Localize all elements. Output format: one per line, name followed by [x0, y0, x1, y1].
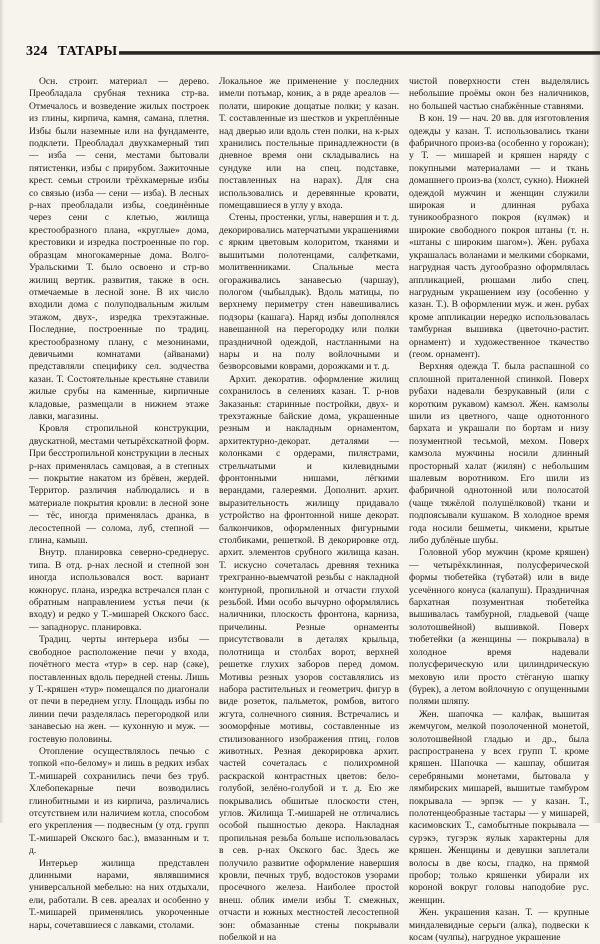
paragraph: Архит. декоратив. оформление жилищ сохранилось в селениях казан. Т. р-нов Заказанья: старинные постройки, двух- и трехэтажные байские дома, украшенные резным и накладным орнаментом, архитектурно-декорат. деталями — колонками с ордерами, пилястрами, стрельчатыми и килевидными фронтонными нишами, лёгкими верандами, галереями. Дополнит. архит. выразительность жилищу придавало устройство на фронтонной нише декорат. балкончиков, оформленных фигурными столбиками, решеткой. В декорировке отд. архит. элементов срубного жилища казан. Т. искусно сочеталась древняя техника трехгранно-выемчатой резьбы с накладной контурной, пропильной и отчасти глухой резьбой. Ими особо вычурно оформлялись наличники, плоскость фронтона, карниза, причелины. Резные орнаменты присутствовали в деталях крыльца, полотнища и столбах ворот, верхней решетке глухих заборов перед домом. Мотивы резных узоров составлялись из набора растительных и геометрич. фигур в виде розеток, пальметок, ромбов, витого жгута, солнечного сияния. Встречались и зооморфные мотивы, составленные из стилизованного изображения птиц, голов животных. Резная декорировка архит. частей сочеталась с полихромной раскраской контрастных цветов: бело-голубой, зелёно-голубой и т. д. Ею же покрывались обшитые плоскости стен, углов. Жилища Т.-мишарей не отличались особой пышностью декора. Накладная пропильная резьба больше использовалась в сев. р-нах Окского бас. Здесь же получило развитие оформление навершия кровли, печных труб, водостоков узорами просечного железа. Наиболее простой внеш. облик имели избы Т. смежных, отчасти и южных местностей лесостепной зон: обмазанные стены покрывали побелкой и на: [219, 373, 399, 944]
paragraph: Кровля стропильной конструкции, двускатной, местами четырёхскатной форм. При бесстропильной конструкции в лесных р-нах применялась самцовая, а в степных — покрытие накатом из брёвен, жердей. Территор. различия наблюдались и в материале покрытия кровли: в лесной зоне — тёс, иногда применялась дранка, в лесостепной — солома, луб, степной — глина, камыш.: [29, 423, 209, 547]
paragraph: Стены, простенки, углы, навершия и т. д. декорировались матерчатыми украшениями с ярким цветовым колоритом, тканями и вышитыми полотенцами, салфетками, молитвенниками. Спальные места огораживались занавесью (чаршау), пологом (чыбылдык). Вдоль матицы, по верхнему периметру стен навешивались подзоры (кашага). Наряд избы дополнялся навешанной на перегородку или полки праздничной одеждой, настланными на нары и на полу войлочными и безворсовыми коврами, дорожками и т. д.: [219, 212, 399, 373]
paragraph-continued: чистой поверхности стен выделялись небольшие проёмы окон без наличников, но большей частью снабжённые ставнями.: [409, 76, 589, 112]
paragraph: Отопление осуществлялось печью с топкой «по-белому» и лишь в редких избах Т.-мишарей сохранились печи без труб. Хлебопекарные печи возводились глинобитными и из кирпича, различались отсутствием или наличием котла, способом его укрепления — подвесным (у отд. групп Т.-мишарей Окского бас.), вмазанным и т. д.: [29, 745, 209, 857]
paragraph: Головной убор мужчин (кроме кряшен) — четырёхклинная, полусферической формы тюбетейка (түбәтәй) или в виде усечённого конуса (калапуш). Праздничная бархатная позументная тюбетейка вышивалась тамбурной, гладьевой (чаще золотошвейной) вышивкой. Поверх тюбетейки (а женщины — покрывала) в холодное время надевали полусферическую или цилиндрическую меховую или просто стёганую шапку (бүрек), а летом войлочную с опущенными полями шляпу.: [409, 547, 589, 708]
paragraph: Жен. шапочка — калфак, вышитая жемчугом, мелкой позолоченной монетой, золотошвейной гладью и др., была распространена у всех групп Т. кроме кряшен. Шапочка — кашпау, обшитая серебряными монетами, бытовала у лямбирских мишарей, вышитые тамбуром покрывала — эрпэк — у казан. Т., полотенцеобразные тастары — у мишарей, касимовских Т., самобытные покрывала — сурэкэ, тугэрэк яулык характерны для кряшен. Женщины и девушки заплетали волосы в две косы, гладко, на прямой пробор; только кряшенки убирали их короной вокруг головы наподобие рус. женщин.: [409, 708, 589, 906]
paragraph: Осн. строит. материал — дерево. Преобладала срубная техника стр-ва. Отмечалось и возведение жилых построек из глины, кирпича, камня, самана, плетня. Избы были наземные или на фундаменте, подклети. Преобладал двухкамерный тип — изба — сени, местами бытовали пятистенки, избы с прирубом. Зажиточные крест. семьи строили трёхкамерные избы со связью (изба — сени — изба). В лесных р-нах преобладали избы, соединённые через сени с клетью, жилища крестообразного плана, «круглые» дома, крестовики и изредка построенные по гор. образцам многокамерные дома. Волго-Уральскими Т. было освоено и стр-во жилищ вертик. развития, также в осн. отмечаемые в лесной зоне. В их число входили дома с полуподвальным жилым этажом, двух-, изредка трехэтажные. Последние, построенные по традиц. крестообразному плану, с мезонинами, девичьими комнатами (айванами) представляли специфику сел. зодчества казан. Т. Состоятельные крестьяне ставили жилые срубы на каменные, кирпичные кладовые, размещали в нижнем этаже лавки, магазины.: [29, 76, 209, 422]
paragraph: Верхняя одежда Т. была распашной со сплошной приталенной спинкой. Поверх рубахи надевали безрукавный (или с коротким рукавом) камзол. Жен. камзолы шили из цветного, чаще однотонного бархата и украшали по бортам и низу позументной тесьмой, мехом. Поверх камзола мужчины носили длинный просторный халат (жилян) с небольшим шалевым воротником. Его шили из фабричной однотонной или полосатой (чаще тяжёлой полушёлковой) ткани и подпоясывали кушаком. В холодное время года носили бешметы, чикмени, крытые либо дублёные шубы.: [409, 361, 589, 547]
page-header: [26, 44, 600, 60]
paragraph: В кон. 19 — нач. 20 вв. для изготовления одежды у казан. Т. использовались ткани фабричного произ-ва (особенно у горожан); у Т. — мишарей и кряшен наряду с покупными материалами — и ткань домашнего произ-ва (холст, сукно). Нижней одеждой мужчин и женщин служили широкая и длинная рубаха туникообразного покроя (күлмәк) и широкие свободного покроя штаны (т. н. «штаны с широким шагом»). Жен. рубаха украшалась воланами и мелкими сборками, нагрудная часть дугообразно оформлялась аппликацией, рюшами либо спец. нагрудным украшением изу (особенно у казан. Т.). В оформлении муж. и жен. рубах кроме аппликации нередко использовалась тамбурная вышивка (цветочно-растит. орнамент) и художественное ткачество (геом. орнамент).: [409, 113, 589, 360]
running-title: ТАТАРЫ: [57, 44, 118, 59]
page-number: 324: [26, 44, 48, 59]
paragraph: Внутр. планировка северно-среднерус. типа. В отд. р-нах лесной и степной зон иногда использовался вост. вариант южнорус. плана, изредка встречался план с обратным направлением устья печи (к входу) и редко у Т.-мишарей Окского басс. — западнорус. планировка.: [29, 547, 209, 633]
scan-right-edge-shadow: [592, 0, 600, 823]
column-1: [29, 76, 209, 944]
text-columns: [29, 76, 589, 944]
header-rule: [119, 51, 600, 55]
paragraph: Интерьер жилища представлен длинными нарами, являвшимися универсальной мебелью: на них отдыхали, ели, работали. В сев. ареалах и особенно у Т.-мишарей применялись укороченные нары, сочетавшиеся с лавками, столами.: [29, 857, 209, 931]
scan-left-edge-shadow: [0, 0, 4, 823]
paragraph-continued: Локальное же применение у последних имели потьмар, коник, а в ряде ареалов — полати, широкие дощатые полки; у казан. Т. составленные из шестков и укреплённые над дверью или вдоль стен полки, на к-рых хранились постельные принадлежности (в дневное время они складывались на сундуке или на спец. подставке, поставленных на нарах). Для сна использовались и деревянные кровати, помещавшиеся в углу у входа.: [219, 76, 399, 212]
column-3: [409, 76, 589, 944]
column-2: [219, 76, 399, 944]
paragraph: Традиц. черты интерьера избы — свободное расположение печи у входа, почётного места «тур» в сер. нар (сәке), поставленных вдоль передней стены. Лишь у Т.-кряшен «тур» помещался по диагонали от печи в переднем углу. Площадь избы по линии печи разделялась перегородкой или занавесью на жен. — кухонную и муж. — гостевую половины.: [29, 634, 209, 745]
paragraph: Жен. украшения казан. Т. — крупные миндалевидные серьги (алка), подвески к косам (чулпы), нагрудное украшение: [409, 907, 589, 944]
